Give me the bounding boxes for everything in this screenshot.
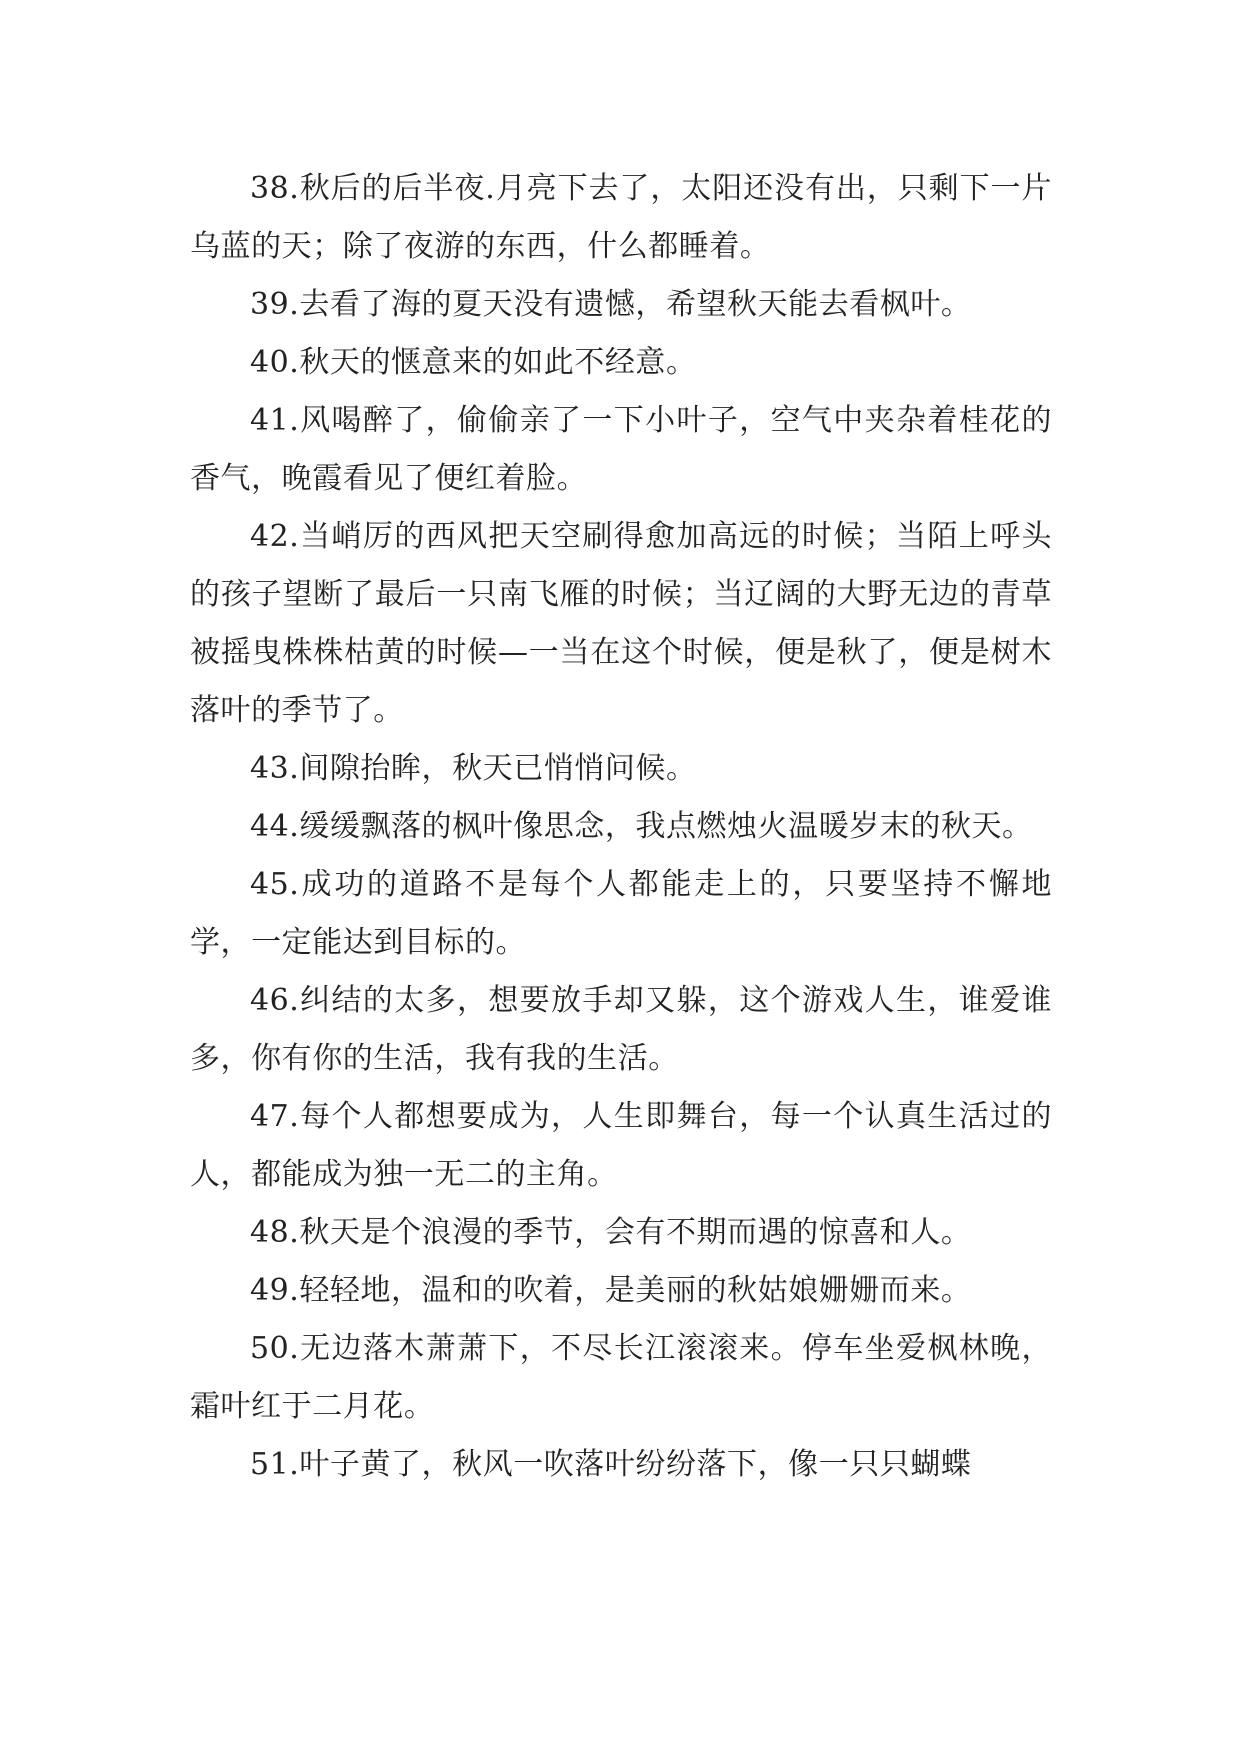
paragraph-42: 42.当峭厉的西风把天空刷得愈加高远的时候；当陌上呼头的孩子望断了最后一只南飞雁的时候；当辽阔的大野无边的青草被摇曳株株枯黄的时候—一当在这个时候，便是秋了，便是树木落叶的季节了。 [190,519,1052,728]
paragraph-47: 47.每个人都想要成为，人生即舞台，每一个认真生活过的人，都能成为独一无二的主角。 [190,1099,1052,1192]
paragraph-40: 40.秋天的惬意来的如此不经意。 [250,345,697,380]
paragraph-46: 46.纠结的太多，想要放手却又躲，这个游戏人生，谁爱谁多，你有你的生活，我有我的生活。 [190,983,1052,1076]
paragraph-51: 51.叶子黄了，秋风一吹落叶纷纷落下，像一只只蝴蝶 [250,1447,972,1482]
paragraph-44: 44.缓缓飘落的枫叶像思念，我点燃烛火温暖岁末的秋天。 [250,809,1033,844]
paragraph-45: 45.成功的道路不是每个人都能走上的，只要坚持不懈地学，一定能达到目标的。 [190,867,1052,960]
paragraph-41: 41.风喝醉了，偷偷亲了一下小叶子，空气中夹杂着桂花的香气，晚霞看见了便红着脸。 [190,403,1052,496]
paragraph-39: 39.去看了海的夏天没有遗憾，希望秋天能去看枫叶。 [250,287,972,322]
document-page [190,160,1052,1494]
paragraph-50: 50.无边落木萧萧下，不尽长江滚滚来。停车坐爱枫林晚，霜叶红于二月花。 [190,1331,1052,1424]
paragraph-49: 49.轻轻地，温和的吹着，是美丽的秋姑娘姗姗而来。 [250,1273,972,1308]
paragraph-48: 48.秋天是个浪漫的季节，会有不期而遇的惊喜和人。 [250,1215,972,1250]
paragraph-43: 43.间隙抬眸，秋天已悄悄问候。 [250,751,697,786]
paragraph-38: 38.秋后的后半夜.月亮下去了，太阳还没有出，只剩下一片乌蓝的天；除了夜游的东西，什么都睡着。 [190,171,1052,264]
